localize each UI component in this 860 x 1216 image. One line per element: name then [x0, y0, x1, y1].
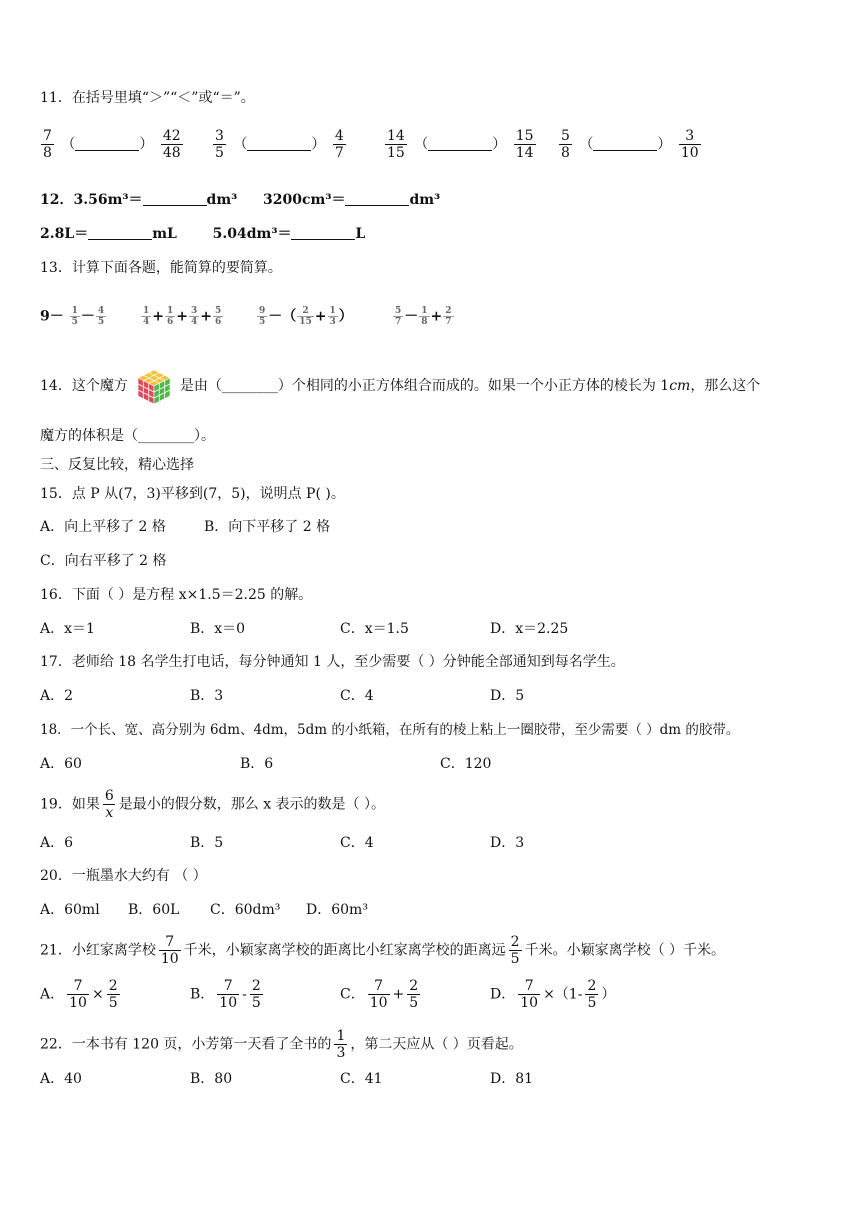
- q15-option-c[interactable]: C．向右平移了 2 格: [40, 553, 167, 569]
- q19-stem: 19．如果 $\frac{6}{x}$ 是最小的假分数，那么 x 表示的数是（ ）。: [40, 788, 385, 821]
- q22-option-b[interactable]: B．80: [190, 1071, 233, 1087]
- answer-blank[interactable]: [247, 136, 311, 151]
- q21-stem: 21．小红家离学校 $\frac{7}{10}$ 千米，小颖家离学校的距离比小红家离学校的距离远 $\frac{2}{5}$ 千米。小颖家离学校（ ）千米。: [40, 934, 726, 967]
- q13-stem: 13．计算下面各题，能简算的要简算。: [40, 260, 282, 276]
- q11-item-3: $\frac{14}{15}$ （ ） $\frac{15}{14}$: [387, 128, 534, 161]
- q19-option-d[interactable]: D．3: [490, 835, 525, 851]
- rubiks-cube-image: [134, 366, 174, 406]
- q14-line-2: 魔方的体积是（________）。: [40, 428, 215, 444]
- q22-option-a[interactable]: A．40: [40, 1071, 82, 1087]
- q15-option-b[interactable]: B．向下平移了 2 格: [204, 519, 331, 535]
- q22-option-c[interactable]: C．41: [340, 1071, 383, 1087]
- q17-option-b[interactable]: B．3: [190, 688, 224, 704]
- q11-item-1: $\frac{7}{8}$ （ ） $\frac{42}{48}$: [43, 128, 181, 161]
- section-3-heading: 三、反复比较，精心选择: [40, 457, 194, 473]
- q14-line-1: 14．这个魔方 是由（________）个相同的小正方体组合而成的。如果一个小正方体的棱长为 1cm，那么这个: [40, 364, 760, 408]
- answer-blank[interactable]: [291, 225, 355, 240]
- q11-stem: 11．在括号里填“＞”“＜”或“＝”。: [40, 90, 255, 106]
- q13-expr-1: 9－ $\frac{1}{5}$ － $\frac{4}{5}$: [40, 306, 105, 327]
- q17-option-d[interactable]: D．5: [490, 688, 525, 704]
- answer-blank[interactable]: [428, 136, 492, 151]
- q11-item-4: $\frac{5}{8}$ （ ） $\frac{3}{10}$: [561, 128, 699, 161]
- q17-option-a[interactable]: A．2: [40, 688, 74, 704]
- q20-option-a[interactable]: A．60ml: [40, 902, 100, 918]
- q22-option-d[interactable]: D．81: [490, 1071, 534, 1087]
- q21-option-b[interactable]: B． $\frac{7}{10}$ - $\frac{2}{5}$: [190, 978, 261, 1011]
- q21-option-d[interactable]: D． $\frac{7}{10}$ ×（1- $\frac{2}{5}$ ）: [490, 978, 616, 1011]
- q18-stem: 18．一个长、宽、高分别为 6dm、4dm，5dm 的小纸箱，在所有的棱上粘上一圈胶带，至少需要（ ）dm 的胶带。: [40, 722, 740, 738]
- answer-blank[interactable]: [143, 191, 207, 206]
- q12-line-2: 2.8L＝ mL 5.04dm³＝ L: [40, 226, 366, 242]
- q21-option-a[interactable]: A． $\frac{7}{10}$ × $\frac{2}{5}$: [40, 978, 118, 1011]
- q20-option-c[interactable]: C．60dm³: [210, 902, 281, 918]
- q11-item-2: $\frac{3}{5}$ （ ） $\frac{4}{7}$: [215, 128, 344, 161]
- q20-option-b[interactable]: B．60L: [128, 902, 180, 918]
- q22-stem: 22．一本书有 120 页，小芳第一天看了全书的 $\frac{1}{3}$ ，第二天应从（ ）页看起。: [40, 1028, 523, 1061]
- q12-line-1: 12．3.56m³＝ dm³ 3200cm³＝ dm³: [40, 192, 441, 208]
- answer-blank[interactable]: [345, 191, 409, 206]
- answer-blank[interactable]: [75, 136, 139, 151]
- q18-option-a[interactable]: A．60: [40, 756, 82, 772]
- q13-expr-3: $\frac{9}{5}$ －（ $\frac{2}{15}$ + $\frac{1}{3}$ ）: [259, 306, 353, 327]
- answer-blank[interactable]: [593, 136, 657, 151]
- q18-option-b[interactable]: B．6: [240, 756, 274, 772]
- q15-option-a[interactable]: A．向上平移了 2 格: [40, 519, 166, 535]
- q15-stem: 15．点 P 从(7，3)平移到(7，5)，说明点 P( )。: [40, 486, 345, 502]
- q21-option-c[interactable]: C． $\frac{7}{10}$ + $\frac{2}{5}$: [340, 978, 419, 1011]
- q13-expr-4: $\frac{5}{7}$ － $\frac{1}{8}$ + $\frac{2}{7}$: [395, 306, 452, 327]
- q19-option-c[interactable]: C．4: [340, 835, 374, 851]
- q19-option-a[interactable]: A．6: [40, 835, 74, 851]
- q13-expr-2: $\frac{1}{4}$ + $\frac{1}{6}$ + $\frac{3}{4}$ + $\frac{5}{6}$: [143, 306, 222, 327]
- answer-blank[interactable]: [88, 225, 152, 240]
- q16-option-c[interactable]: C．x＝1.5: [340, 621, 409, 637]
- q16-option-d[interactable]: D．x＝2.25: [490, 621, 569, 637]
- q20-option-d[interactable]: D．60m³: [306, 902, 368, 918]
- q17-stem: 17．老师给 18 名学生打电话，每分钟通知 1 人，至少需要（ ）分钟能全部通知到每名学生。: [40, 654, 625, 670]
- q16-stem: 16．下面（ ）是方程 x×1.5＝2.25 的解。: [40, 587, 313, 603]
- q17-option-c[interactable]: C．4: [340, 688, 374, 704]
- q16-option-a[interactable]: A．x＝1: [40, 621, 95, 637]
- q18-option-c[interactable]: C．120: [440, 756, 492, 772]
- q16-option-b[interactable]: B．x＝0: [190, 621, 246, 637]
- q19-option-b[interactable]: B．5: [190, 835, 224, 851]
- q20-stem: 20．一瓶墨水大约有 （ ）: [40, 868, 207, 884]
